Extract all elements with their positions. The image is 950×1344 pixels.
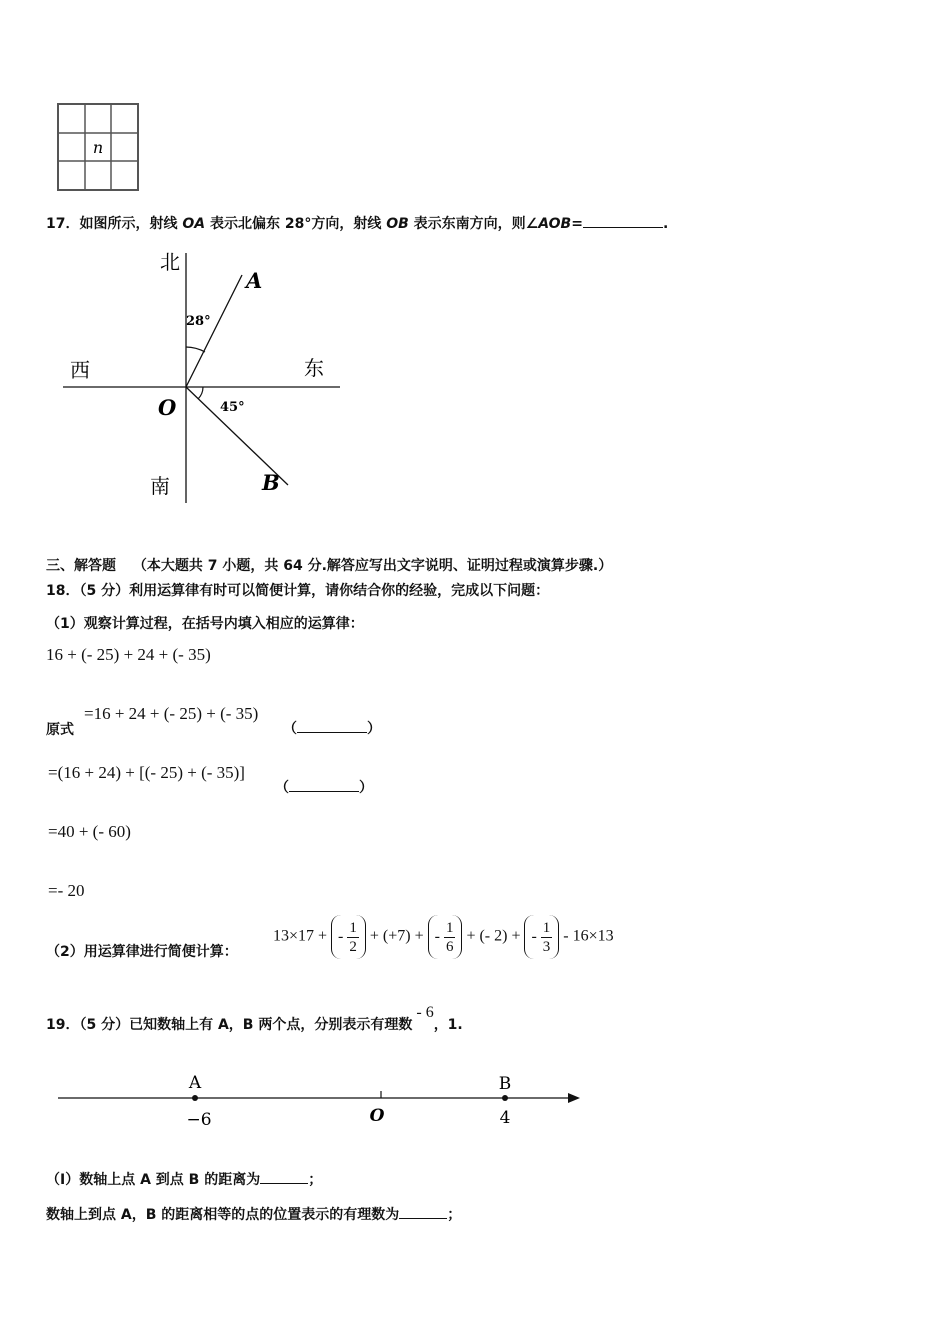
label-north: 北 [160,250,180,274]
calc-mid-2: + (- 2) + [466,927,521,945]
denominator: 3 [542,938,551,955]
label-west: 西 [70,358,90,382]
label-angle-a: 28° [186,314,211,329]
grid-svg [57,103,141,193]
section3-title: 三、解答题 [46,558,116,574]
q19-distance-blank[interactable] [260,1183,308,1184]
denominator: 2 [349,938,357,955]
label-angle-b: 45° [220,400,245,415]
q18-step3: =40 + (- 60) [48,822,131,841]
q17-aob: AOB [538,216,572,232]
q18-yuanshi: 原式 [46,722,74,738]
label-ray-a: A [246,268,263,293]
q17-answer-blank[interactable] [583,227,663,228]
fraction [444,919,456,956]
q17-ob: OB [386,216,409,232]
angle-arc-a [186,347,205,352]
q19-part1-end: ； [308,1172,323,1188]
q18-step4: =- 20 [48,881,85,900]
q18-law-blank-1[interactable] [297,732,367,733]
numerator: 1 [542,919,551,936]
label-ray-b: B [262,470,280,495]
point-b-label: B [498,1074,512,1094]
calc-tail: - 16×13 [563,927,614,945]
q17-text [46,213,668,233]
paren-open: （ [275,780,289,796]
q19-header-text: 19．（5 分）已知数轴上有 A，B 两个点，分别表示有理数 [46,1017,413,1033]
numerator: 1 [445,919,454,936]
q18-part1: （1）观察计算过程，在括号内填入相应的运算律： [46,616,364,632]
q18-step1-blank [283,718,381,738]
paren-close: ） [359,780,373,796]
q19-part1 [46,1169,322,1189]
label-east: 东 [304,356,324,380]
q17-text-b: 表示北偏东 28°方向，射线 [205,216,387,232]
q17-number: 17． [46,216,80,232]
q19-part2-end: ； [447,1207,462,1223]
calc-lead: 13×17 + [273,927,328,945]
label-origin: O [158,395,177,420]
compass-svg [60,245,350,510]
q17-text-c: 表示东南方向，则∠ [408,216,539,232]
grid-figure [57,103,141,197]
origin-label: O [369,1106,385,1126]
paren-open: （ [283,721,297,737]
number-line-figure [55,1068,585,1142]
calc-paren-1 [331,915,366,959]
q18-header: 18．（5 分）利用运算律有时可以简便计算，请你结合你的经验，完成以下问题： [46,583,550,599]
fraction [347,919,359,956]
q19-part1-text: （Ⅰ）数轴上点 A 到点 B 的距离为 [46,1172,261,1188]
calc-paren-2 [428,915,463,959]
calc-paren-3 [524,915,559,959]
q18-expr: 16 + (- 25) + 24 + (- 35) [46,645,211,664]
q17-oa: OA [182,216,206,232]
point-a-value: −6 [186,1110,212,1130]
point-b-value: 4 [499,1108,511,1128]
point-a-label: A [188,1073,202,1093]
q17-text-d: = [571,216,583,232]
grid-center-letter: n [92,138,104,157]
arrow-head [568,1093,580,1103]
q19-midpoint-blank[interactable] [399,1218,447,1219]
q19-part2-text: 数轴上到点 A，B 的距离相等的点的位置表示的有理数为 [46,1207,400,1223]
q18-step2: =(16 + 24) + [(- 25) + (- 35)] [48,763,245,782]
calc-mid-1: + (+7) + [369,927,424,945]
point-a-dot [192,1095,198,1101]
label-south: 南 [150,474,170,498]
q17-text-a: 如图所示，射线 [79,216,183,232]
q19-header-end: ，1. [433,1017,463,1033]
point-b-dot [502,1095,508,1101]
numerator: 1 [349,919,357,936]
section3-heading [46,555,612,575]
ray-oa [186,275,242,387]
calc-sign: - [434,928,440,945]
q18-step1: =16 + 24 + (- 25) + (- 35) [84,704,259,723]
compass-figure [60,245,350,514]
paren-close: ） [367,721,381,737]
angle-arc-b [198,387,203,399]
q19-part2 [46,1204,461,1224]
q18-step2-blank [275,777,373,797]
denominator: 6 [445,938,454,955]
calc-sign: - [338,928,344,945]
q17-end: . [662,216,669,232]
q18-law-blank-2[interactable] [289,791,359,792]
calc-sign: - [531,928,537,945]
q18-part2: （2）用运算律进行简便计算： [46,944,238,960]
q19-header [46,1004,463,1034]
fraction [541,919,553,956]
q19-neg6: - 6 [416,1004,434,1021]
number-line-svg [55,1068,585,1138]
section3-note: （本大题共 7 小题，共 64 分.解答应写出文字说明、证明过程或演算步骤.） [132,558,613,574]
q18-calc [273,915,614,959]
